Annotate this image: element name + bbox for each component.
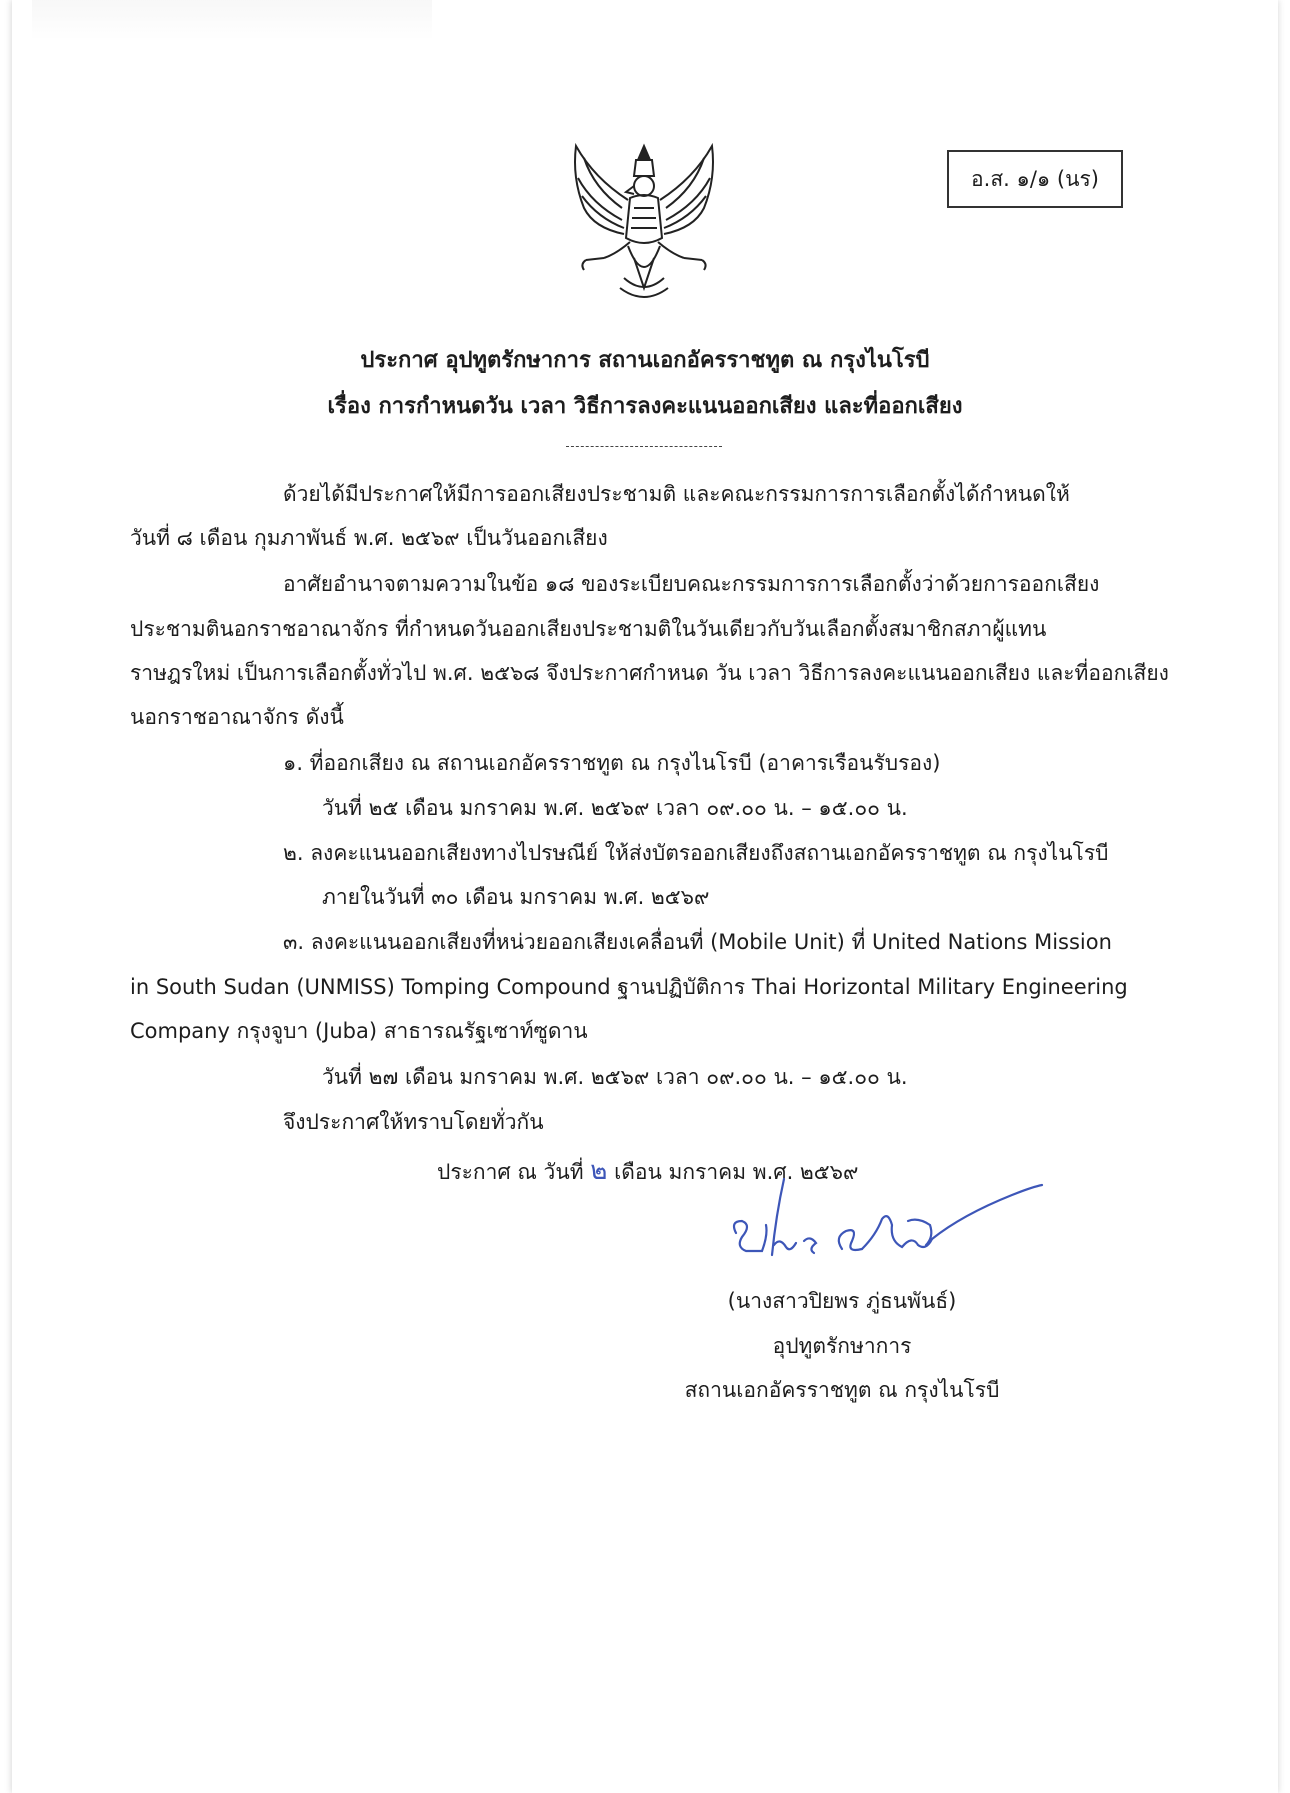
list-item-1-line-2: วันที่ ๒๕ เดือน มกราคม พ.ศ. ๒๕๖๙ เวลา ๐๙.๐๐ น. – ๑๕.๐๐ น. bbox=[322, 796, 908, 820]
announcement-subject: เรื่อง การกำหนดวัน เวลา วิธีการลงคะแนนออกเสียง และที่ออกเสียง bbox=[327, 394, 963, 419]
paragraph-2-line-3: ราษฎรใหม่ เป็นการเลือกตั้งทั่วไป พ.ศ. ๒๕๖๘ จึงประกาศกำหนด วัน เวลา วิธีการลงคะแนนออกเสียง และที่ออกเสียง bbox=[130, 661, 1169, 685]
date-suffix: เดือน มกราคม พ.ศ. ๒๕๖๙ bbox=[614, 1160, 859, 1184]
signatory-position: อุปทูตรักษาการ bbox=[772, 1334, 912, 1358]
garuda-emblem-icon bbox=[564, 138, 724, 308]
scan-shadow bbox=[32, 0, 432, 40]
list-item-2-line-1: ๒. ลงคะแนนออกเสียงทางไปรษณีย์ ให้ส่งบัตรออกเสียงถึงสถานเอกอัครราชทูต ณ กรุงไนโรบี bbox=[283, 841, 1109, 865]
paragraph-2-line-1: อาศัยอำนาจตามความในข้อ ๑๘ ของระเบียบคณะกรรมการการเลือกตั้งว่าด้วยการออกเสียง bbox=[283, 572, 1100, 596]
list-item-3-line-4: วันที่ ๒๗ เดือน มกราคม พ.ศ. ๒๕๖๙ เวลา ๐๙.๐๐ น. – ๑๕.๐๐ น. bbox=[322, 1065, 908, 1089]
date-day-handwritten: ๒ bbox=[590, 1156, 608, 1186]
announcement-title: ประกาศ อุปทูตรักษาการ สถานเอกอัครราชทูต ณ กรุงไนโรบี bbox=[360, 348, 930, 373]
paragraph-2-line-4: นอกราชอาณาจักร ดังนี้ bbox=[130, 705, 344, 729]
date-prefix: ประกาศ ณ วันที่ bbox=[437, 1160, 584, 1184]
list-item-3-line-3: Company กรุงจูบา (Juba) สาธารณรัฐเซาท์ซูดาน bbox=[130, 1019, 588, 1043]
list-item-1-line-1: ๑. ที่ออกเสียง ณ สถานเอกอัครราชทูต ณ กรุงไนโรบี (อาคารเรือนรับรอง) bbox=[283, 751, 941, 775]
signatory-name: (นางสาวปิยพร ภู่ธนพันธ์) bbox=[727, 1289, 957, 1313]
form-code-box: อ.ส. ๑/๑ (นร) bbox=[947, 150, 1123, 208]
closing-statement: จึงประกาศให้ทราบโดยทั่วกัน bbox=[283, 1110, 544, 1134]
list-item-3-line-1: ๓. ลงคะแนนออกเสียงที่หน่วยออกเสียงเคลื่อนที่ (Mobile Unit) ที่ United Nations Mission bbox=[283, 930, 1112, 954]
paragraph-1-line-1: ด้วยได้มีประกาศให้มีการออกเสียงประชามติ และคณะกรรมการการเลือกตั้งได้กำหนดให้ bbox=[283, 482, 1070, 506]
paragraph-1-line-2: วันที่ ๘ เดือน กุมภาพันธ์ พ.ศ. ๒๕๖๙ เป็นวันออกเสียง bbox=[130, 526, 608, 550]
paragraph-2-line-2: ประชามตินอกราชอาณาจักร ที่กำหนดวันออกเสียงประชามติในวันเดียวกับวันเลือกตั้งสมาชิกสภาผู้แทน bbox=[130, 617, 1047, 641]
title-divider bbox=[566, 446, 722, 447]
document-page bbox=[12, 0, 1278, 1793]
list-item-3-line-2: in South Sudan (UNMISS) Tomping Compound ฐานปฏิบัติการ Thai Horizontal Military Engineering bbox=[130, 975, 1128, 999]
list-item-2-line-2: ภายในวันที่ ๓๐ เดือน มกราคม พ.ศ. ๒๕๖๙ bbox=[322, 885, 710, 909]
handwritten-signature bbox=[712, 1175, 1052, 1285]
signatory-office: สถานเอกอัครราชทูต ณ กรุงไนโรบี bbox=[684, 1378, 1000, 1402]
